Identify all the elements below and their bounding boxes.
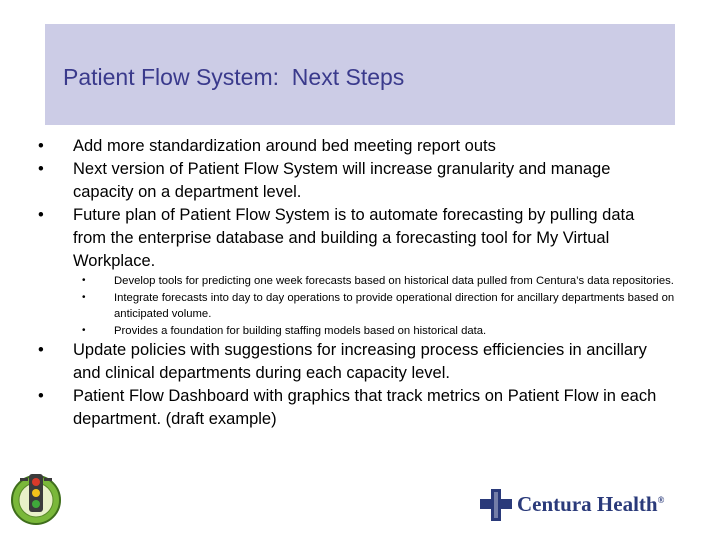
sub-bullet-item bbox=[0, 290, 700, 323]
sub-bullet-text: Provides a foundation for building staffing models based on historical data. bbox=[114, 324, 487, 337]
slide-title: Patient Flow System: Next Steps bbox=[63, 64, 405, 90]
bullet-text: Update policies with suggestions for increasing process efficiencies in ancillary and clinical departments during each capacity level. bbox=[73, 341, 647, 382]
bullet-text: Patient Flow Dashboard with graphics that track metrics on Patient Flow in each department. (draft example) bbox=[73, 387, 657, 428]
sub-bullet-dot: • bbox=[82, 324, 86, 336]
registered-mark: ® bbox=[657, 495, 665, 505]
sub-bullet-text: Integrate forecasts into day to day operations to provide operational direction for ancillary departments based on anticipated volume. bbox=[114, 291, 675, 320]
sub-bullet-item bbox=[0, 273, 700, 290]
brand-logo bbox=[479, 488, 679, 524]
bullet-item bbox=[0, 135, 700, 158]
bullet-item bbox=[0, 339, 700, 385]
bullet-list bbox=[0, 135, 700, 431]
bullet-text: Add more standardization around bed meeting report outs bbox=[73, 137, 496, 155]
bullet-dot: • bbox=[38, 160, 44, 178]
sub-bullet-text: Develop tools for predicting one week forecasts based on historical data pulled from Centura’s data repositories. bbox=[114, 275, 674, 287]
brand-name bbox=[517, 492, 664, 517]
centura-cross-icon bbox=[479, 488, 513, 522]
bullet-dot: • bbox=[38, 137, 44, 155]
sub-bullet-dot: • bbox=[82, 275, 86, 286]
sub-bullet-dot: • bbox=[82, 291, 86, 303]
bullet-text: Next version of Patient Flow System will increase granularity and manage capacity on a department level. bbox=[73, 160, 611, 201]
bullet-dot: • bbox=[38, 206, 44, 224]
sub-bullet-item bbox=[0, 323, 700, 340]
bullet-item bbox=[0, 158, 700, 204]
bullet-dot: • bbox=[38, 387, 44, 405]
bullet-item bbox=[0, 385, 700, 431]
bullet-item bbox=[0, 204, 700, 273]
traffic-light-emblem-icon bbox=[10, 470, 62, 526]
bullet-dot: • bbox=[38, 341, 44, 359]
title-band bbox=[45, 24, 675, 125]
brand-name-text: Centura Health bbox=[517, 492, 658, 516]
bullet-text: Future plan of Patient Flow System is to automate forecasting by pulling data from the enterprise database and building a forecasting tool for My Virtual Workplace. bbox=[73, 206, 635, 270]
